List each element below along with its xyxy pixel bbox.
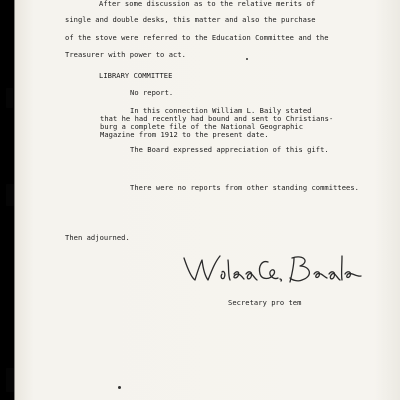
text-line-1: After some discussion as to the relative merits of [99, 0, 316, 8]
binder-hole-middle [6, 184, 14, 206]
text-line-2: single and double desks, this matter and also the purchase [65, 15, 316, 24]
text-line-4: Treasurer with power to act. [65, 50, 186, 59]
document-paper [14, 0, 400, 400]
handwritten-signature [182, 250, 362, 288]
paper-surface [14, 0, 400, 400]
text-secretary-pro-tem: Secretary pro tem [228, 298, 302, 307]
text-line-10: Magazine from 1912 to the present date. [100, 130, 269, 139]
paper-speck [246, 58, 248, 60]
paper-speck [118, 386, 121, 389]
text-adjourned: Then adjourned. [65, 233, 130, 242]
binder-hole-top [6, 88, 13, 108]
text-line-9: burg a complete file of the National Geographic [100, 122, 304, 131]
section-heading-library-committee: LIBRARY COMMITTEE [99, 71, 173, 80]
text-line-7: In this connection William L. Baily stated [130, 106, 312, 115]
paper-edge [14, 0, 15, 400]
text-no-report: No report. [130, 88, 174, 97]
text-line-8: that he had recently had bound and sent to Christians- [100, 114, 334, 123]
text-line-3: of the stove were referred to the Education Committee and the [65, 33, 329, 42]
text-line-12: There were no reports from other standing committees. [130, 183, 360, 192]
binder-hole-bottom [6, 368, 14, 392]
text-line-11: The Board expressed appreciation of this gift. [130, 145, 329, 154]
